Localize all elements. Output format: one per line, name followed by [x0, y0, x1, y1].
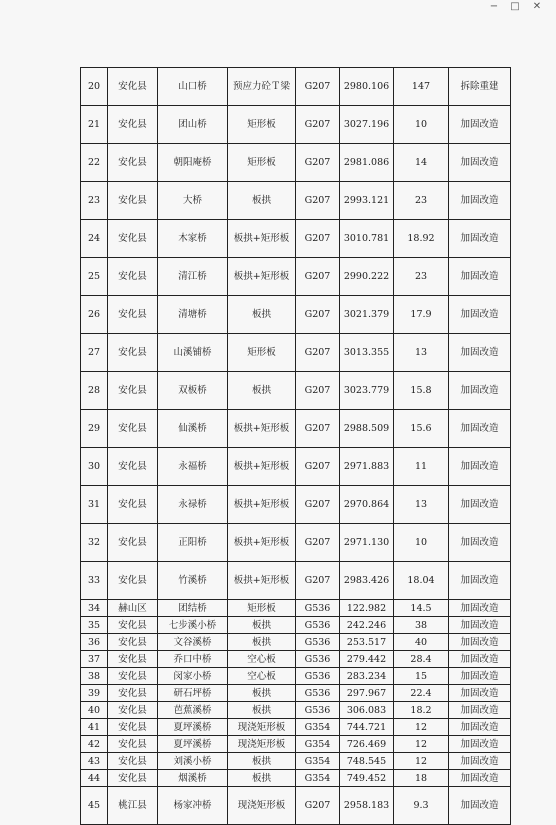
table-row	[81, 719, 511, 736]
action-cell: 加固改造	[449, 448, 511, 486]
county-cell: 安化县	[108, 651, 158, 668]
route-cell: G536	[296, 702, 340, 719]
length-cell: 10	[394, 524, 449, 562]
structure-type-cell: 现浇矩形板	[228, 736, 296, 753]
route-cell: G207	[296, 106, 340, 144]
bridge-name-cell: 刘溪小桥	[158, 753, 228, 770]
stake-cell: 2990.222	[340, 258, 394, 296]
structure-type-cell: 板拱+矩形板	[228, 448, 296, 486]
route-cell: G207	[296, 787, 340, 825]
bridge-name-cell: 正阳桥	[158, 524, 228, 562]
action-cell: 加固改造	[449, 258, 511, 296]
length-cell: 15.8	[394, 372, 449, 410]
structure-type-cell: 板拱	[228, 372, 296, 410]
structure-type-cell: 预应力砼Ｔ梁	[228, 68, 296, 106]
length-cell: 14	[394, 144, 449, 182]
structure-type-cell: 矩形板	[228, 144, 296, 182]
window-titlebar	[0, 0, 556, 14]
action-cell: 加固改造	[449, 410, 511, 448]
structure-type-cell: 板拱	[228, 617, 296, 634]
length-cell: 23	[394, 182, 449, 220]
action-cell: 加固改造	[449, 617, 511, 634]
action-cell: 加固改造	[449, 668, 511, 685]
county-cell: 安化县	[108, 562, 158, 600]
structure-type-cell: 板拱	[228, 753, 296, 770]
length-cell: 17.9	[394, 296, 449, 334]
row-number-cell: 30	[81, 448, 108, 486]
row-number-cell: 37	[81, 651, 108, 668]
bridge-name-cell: 夏坪溪桥	[158, 736, 228, 753]
length-cell: 11	[394, 448, 449, 486]
action-cell: 加固改造	[449, 787, 511, 825]
length-cell: 18	[394, 770, 449, 787]
bridge-name-cell: 七步溪小桥	[158, 617, 228, 634]
row-number-cell: 36	[81, 634, 108, 651]
stake-cell: 726.469	[340, 736, 394, 753]
length-cell: 12	[394, 719, 449, 736]
bridge-name-cell: 研石坪桥	[158, 685, 228, 702]
table-row	[81, 486, 511, 524]
county-cell: 安化县	[108, 106, 158, 144]
stake-cell: 2971.130	[340, 524, 394, 562]
stake-cell: 3013.355	[340, 334, 394, 372]
route-cell: G536	[296, 617, 340, 634]
route-cell: G207	[296, 562, 340, 600]
county-cell: 安化县	[108, 770, 158, 787]
action-cell: 加固改造	[449, 651, 511, 668]
table-row	[81, 372, 511, 410]
row-number-cell: 39	[81, 685, 108, 702]
stake-cell: 744.721	[340, 719, 394, 736]
action-cell: 加固改造	[449, 753, 511, 770]
route-cell: G536	[296, 600, 340, 617]
close-button[interactable]: ✕	[532, 1, 542, 12]
stake-cell: 122.982	[340, 600, 394, 617]
structure-type-cell: 板拱	[228, 770, 296, 787]
county-cell: 安化县	[108, 68, 158, 106]
stake-cell: 2988.509	[340, 410, 394, 448]
table-row	[81, 685, 511, 702]
action-cell: 加固改造	[449, 372, 511, 410]
table-row	[81, 600, 511, 617]
structure-type-cell: 板拱	[228, 182, 296, 220]
table-row	[81, 106, 511, 144]
county-cell: 安化县	[108, 144, 158, 182]
length-cell: 12	[394, 753, 449, 770]
county-cell: 安化县	[108, 448, 158, 486]
row-number-cell: 28	[81, 372, 108, 410]
table-row	[81, 787, 511, 825]
row-number-cell: 24	[81, 220, 108, 258]
action-cell: 加固改造	[449, 220, 511, 258]
length-cell: 13	[394, 334, 449, 372]
length-cell: 9.3	[394, 787, 449, 825]
table-row	[81, 702, 511, 719]
structure-type-cell: 现浇矩形板	[228, 719, 296, 736]
bridge-name-cell: 清塘桥	[158, 296, 228, 334]
bridge-name-cell: 大桥	[158, 182, 228, 220]
stake-cell: 3021.379	[340, 296, 394, 334]
stake-cell: 3010.781	[340, 220, 394, 258]
document-page	[80, 67, 510, 825]
bridge-name-cell: 烟溪桥	[158, 770, 228, 787]
row-number-cell: 42	[81, 736, 108, 753]
bridge-table	[80, 67, 511, 825]
row-number-cell: 31	[81, 486, 108, 524]
row-number-cell: 23	[81, 182, 108, 220]
bridge-name-cell: 竹溪桥	[158, 562, 228, 600]
stake-cell: 242.246	[340, 617, 394, 634]
bridge-name-cell: 山口桥	[158, 68, 228, 106]
stake-cell: 2958.183	[340, 787, 394, 825]
county-cell: 桃江县	[108, 787, 158, 825]
stake-cell: 297.967	[340, 685, 394, 702]
row-number-cell: 44	[81, 770, 108, 787]
county-cell: 安化县	[108, 753, 158, 770]
route-cell: G207	[296, 296, 340, 334]
stake-cell: 2993.121	[340, 182, 394, 220]
county-cell: 安化县	[108, 685, 158, 702]
county-cell: 安化县	[108, 524, 158, 562]
length-cell: 38	[394, 617, 449, 634]
row-number-cell: 27	[81, 334, 108, 372]
maximize-button[interactable]: □	[510, 1, 520, 12]
structure-type-cell: 矩形板	[228, 334, 296, 372]
bridge-name-cell: 山溪铺桥	[158, 334, 228, 372]
stake-cell: 2980.106	[340, 68, 394, 106]
stake-cell: 253.517	[340, 634, 394, 651]
table-row	[81, 68, 511, 106]
stake-cell: 748.545	[340, 753, 394, 770]
table-row	[81, 524, 511, 562]
action-cell: 加固改造	[449, 770, 511, 787]
structure-type-cell: 板拱+矩形板	[228, 220, 296, 258]
stake-cell: 2971.883	[340, 448, 394, 486]
length-cell: 23	[394, 258, 449, 296]
structure-type-cell: 板拱	[228, 685, 296, 702]
route-cell: G354	[296, 753, 340, 770]
row-number-cell: 40	[81, 702, 108, 719]
row-number-cell: 26	[81, 296, 108, 334]
length-cell: 18.04	[394, 562, 449, 600]
bridge-name-cell: 清江桥	[158, 258, 228, 296]
length-cell: 18.2	[394, 702, 449, 719]
stake-cell: 749.452	[340, 770, 394, 787]
county-cell: 安化县	[108, 702, 158, 719]
action-cell: 加固改造	[449, 562, 511, 600]
stake-cell: 3023.779	[340, 372, 394, 410]
route-cell: G207	[296, 182, 340, 220]
length-cell: 13	[394, 486, 449, 524]
bridge-name-cell: 乔口中桥	[158, 651, 228, 668]
structure-type-cell: 板拱	[228, 634, 296, 651]
county-cell: 安化县	[108, 668, 158, 685]
bridge-name-cell: 双板桥	[158, 372, 228, 410]
county-cell: 安化县	[108, 258, 158, 296]
row-number-cell: 25	[81, 258, 108, 296]
action-cell: 加固改造	[449, 736, 511, 753]
table-row	[81, 562, 511, 600]
minimize-button[interactable]: −	[489, 1, 499, 12]
action-cell: 加固改造	[449, 144, 511, 182]
structure-type-cell: 板拱+矩形板	[228, 562, 296, 600]
structure-type-cell: 板拱+矩形板	[228, 524, 296, 562]
structure-type-cell: 板拱+矩形板	[228, 258, 296, 296]
action-cell: 加固改造	[449, 702, 511, 719]
length-cell: 28.4	[394, 651, 449, 668]
table-row	[81, 448, 511, 486]
stake-cell: 279.442	[340, 651, 394, 668]
bridge-name-cell: 杨家冲桥	[158, 787, 228, 825]
route-cell: G536	[296, 651, 340, 668]
stake-cell: 2981.086	[340, 144, 394, 182]
county-cell: 安化县	[108, 486, 158, 524]
structure-type-cell: 板拱	[228, 296, 296, 334]
route-cell: G207	[296, 524, 340, 562]
length-cell: 40	[394, 634, 449, 651]
bridge-name-cell: 芭蕉溪桥	[158, 702, 228, 719]
structure-type-cell: 矩形板	[228, 106, 296, 144]
length-cell: 18.92	[394, 220, 449, 258]
table-row	[81, 770, 511, 787]
action-cell: 加固改造	[449, 634, 511, 651]
row-number-cell: 35	[81, 617, 108, 634]
route-cell: G354	[296, 770, 340, 787]
structure-type-cell: 矩形板	[228, 600, 296, 617]
length-cell: 22.4	[394, 685, 449, 702]
stake-cell: 2970.864	[340, 486, 394, 524]
action-cell: 加固改造	[449, 106, 511, 144]
structure-type-cell: 现浇矩形板	[228, 787, 296, 825]
structure-type-cell: 空心板	[228, 668, 296, 685]
length-cell: 12	[394, 736, 449, 753]
length-cell: 15.6	[394, 410, 449, 448]
table-row	[81, 668, 511, 685]
county-cell: 安化县	[108, 372, 158, 410]
bridge-name-cell: 文谷溪桥	[158, 634, 228, 651]
bridge-name-cell: 永禄桥	[158, 486, 228, 524]
stake-cell: 3027.196	[340, 106, 394, 144]
route-cell: G207	[296, 68, 340, 106]
stake-cell: 2983.426	[340, 562, 394, 600]
route-cell: G207	[296, 220, 340, 258]
stake-cell: 283.234	[340, 668, 394, 685]
action-cell: 加固改造	[449, 685, 511, 702]
route-cell: G207	[296, 448, 340, 486]
bridge-name-cell: 朝阳庵桥	[158, 144, 228, 182]
row-number-cell: 20	[81, 68, 108, 106]
county-cell: 安化县	[108, 634, 158, 651]
table-row	[81, 736, 511, 753]
table-row	[81, 258, 511, 296]
table-row	[81, 182, 511, 220]
route-cell: G207	[296, 334, 340, 372]
length-cell: 10	[394, 106, 449, 144]
bridge-name-cell: 团结桥	[158, 600, 228, 617]
table-row	[81, 753, 511, 770]
route-cell: G536	[296, 685, 340, 702]
action-cell: 拆除重建	[449, 68, 511, 106]
county-cell: 安化县	[108, 334, 158, 372]
route-cell: G207	[296, 144, 340, 182]
structure-type-cell: 板拱+矩形板	[228, 410, 296, 448]
bridge-name-cell: 团山桥	[158, 106, 228, 144]
row-number-cell: 32	[81, 524, 108, 562]
bridge-name-cell: 夏坪溪桥	[158, 719, 228, 736]
length-cell: 15	[394, 668, 449, 685]
table-row	[81, 144, 511, 182]
table-row	[81, 634, 511, 651]
route-cell: G207	[296, 486, 340, 524]
action-cell: 加固改造	[449, 296, 511, 334]
action-cell: 加固改造	[449, 182, 511, 220]
table-row	[81, 334, 511, 372]
county-cell: 赫山区	[108, 600, 158, 617]
length-cell: 147	[394, 68, 449, 106]
route-cell: G354	[296, 736, 340, 753]
table-body	[81, 68, 511, 825]
route-cell: G536	[296, 668, 340, 685]
table-row	[81, 651, 511, 668]
route-cell: G536	[296, 634, 340, 651]
county-cell: 安化县	[108, 296, 158, 334]
row-number-cell: 45	[81, 787, 108, 825]
bridge-name-cell: 木家桥	[158, 220, 228, 258]
stake-cell: 306.083	[340, 702, 394, 719]
route-cell: G207	[296, 372, 340, 410]
row-number-cell: 21	[81, 106, 108, 144]
county-cell: 安化县	[108, 182, 158, 220]
county-cell: 安化县	[108, 220, 158, 258]
row-number-cell: 38	[81, 668, 108, 685]
county-cell: 安化县	[108, 617, 158, 634]
length-cell: 14.5	[394, 600, 449, 617]
action-cell: 加固改造	[449, 486, 511, 524]
row-number-cell: 34	[81, 600, 108, 617]
table-row	[81, 410, 511, 448]
route-cell: G354	[296, 719, 340, 736]
county-cell: 安化县	[108, 410, 158, 448]
table-row	[81, 220, 511, 258]
county-cell: 安化县	[108, 719, 158, 736]
action-cell: 加固改造	[449, 334, 511, 372]
action-cell: 加固改造	[449, 524, 511, 562]
bridge-name-cell: 永福桥	[158, 448, 228, 486]
table-row	[81, 617, 511, 634]
bridge-name-cell: 仙溪桥	[158, 410, 228, 448]
structure-type-cell: 板拱	[228, 702, 296, 719]
route-cell: G207	[296, 410, 340, 448]
row-number-cell: 43	[81, 753, 108, 770]
route-cell: G207	[296, 258, 340, 296]
row-number-cell: 41	[81, 719, 108, 736]
table-row	[81, 296, 511, 334]
structure-type-cell: 空心板	[228, 651, 296, 668]
action-cell: 加固改造	[449, 600, 511, 617]
row-number-cell: 22	[81, 144, 108, 182]
row-number-cell: 29	[81, 410, 108, 448]
row-number-cell: 33	[81, 562, 108, 600]
structure-type-cell: 板拱+矩形板	[228, 486, 296, 524]
action-cell: 加固改造	[449, 719, 511, 736]
county-cell: 安化县	[108, 736, 158, 753]
bridge-name-cell: 闵家小桥	[158, 668, 228, 685]
